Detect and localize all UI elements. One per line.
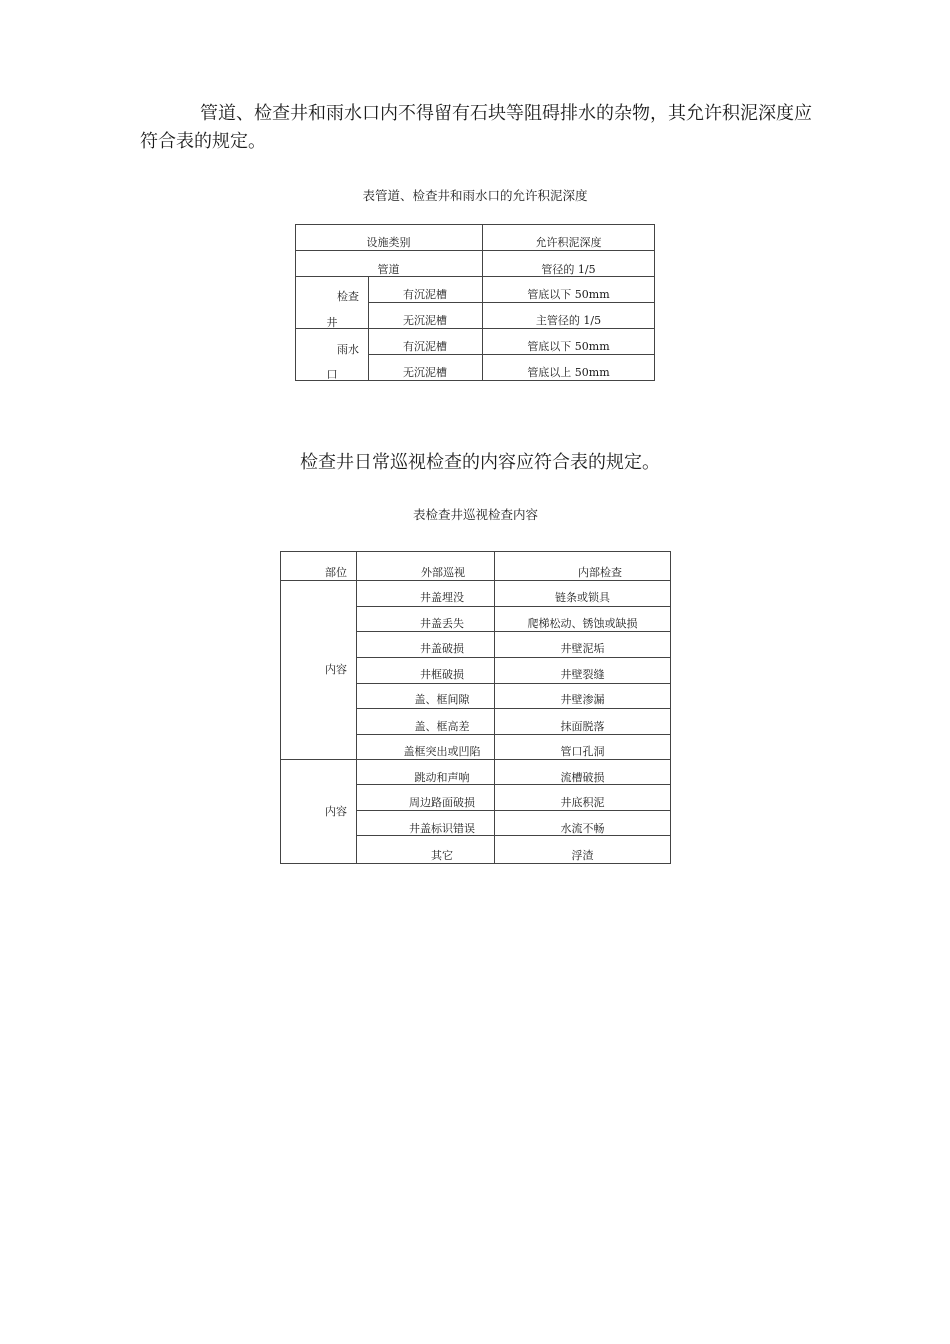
table2-cell-external: 其它 <box>431 849 453 862</box>
table2-caption: 表检查井巡视检查内容 <box>412 507 538 522</box>
table1-rule <box>368 354 655 355</box>
table1-caption: 表管道、检查井和雨水口的允许积泥深度 <box>362 188 588 203</box>
table2-rule <box>356 606 671 607</box>
table1-cell-depth: 管底以下 50mm <box>527 288 610 301</box>
table2-cell-external: 跳动和声响 <box>414 771 470 784</box>
table2-header-external: 外部巡视 <box>421 566 465 579</box>
table2-cell-external: 井盖埋没 <box>420 591 464 604</box>
table2-cell-internal: 井壁泥垢 <box>560 642 605 655</box>
table2-rule <box>280 580 671 581</box>
table2-cell-internal: 井壁裂缝 <box>560 668 605 681</box>
table2-rule <box>280 759 671 760</box>
table2-cell-internal: 抹面脱落 <box>560 720 605 733</box>
table1-cell-category: 管道 <box>377 263 400 276</box>
table1-header-depth: 允许积泥深度 <box>535 236 602 249</box>
table2-header-part: 部位 <box>325 566 347 579</box>
table2-cell-internal: 流槽破损 <box>560 771 605 784</box>
table2-cell-internal: 管口孔洞 <box>560 745 605 758</box>
table2-cell-external: 盖、框间隙 <box>414 693 470 706</box>
table2-rule <box>356 683 671 684</box>
intro-paragraph <box>140 100 820 156</box>
table1-cell-depth: 管径的 1/5 <box>541 263 596 276</box>
table1-group-label: 雨水 <box>337 343 359 356</box>
table1-rule <box>295 250 655 251</box>
table2-cell-internal: 井底积泥 <box>560 796 605 809</box>
table1-cell-depth: 管底以上 50mm <box>527 366 610 379</box>
table1-cell-sub: 有沉泥槽 <box>403 340 447 353</box>
table1-cell-sub: 无沉泥槽 <box>403 366 447 379</box>
sediment-depth-table <box>295 224 655 380</box>
table2-cell-internal: 浮渣 <box>571 849 594 862</box>
table1-group-label: 口 <box>326 368 338 381</box>
table2-cell-internal: 爬梯松动、锈蚀或缺损 <box>527 617 638 630</box>
table1-header-category: 设施类别 <box>366 236 411 249</box>
table2-rule <box>356 810 671 811</box>
table2-cell-external: 井盖标识错误 <box>409 822 475 835</box>
table1-cell-sub: 有沉泥槽 <box>403 288 447 301</box>
table2-group-label: 内容 <box>325 805 347 818</box>
table2-group-label: 内容 <box>325 663 347 676</box>
table2-header-internal: 内部检查 <box>578 566 622 579</box>
inspection-paragraph: 检查井日常巡视检查的内容应符合表的规定。 <box>300 452 660 473</box>
table1-cell-depth: 管底以下 50mm <box>527 340 610 353</box>
table2-rule <box>356 734 671 735</box>
table2-rule <box>356 631 671 632</box>
table2-cell-internal: 井壁渗漏 <box>560 693 605 706</box>
table2-cell-internal: 水流不畅 <box>560 822 605 835</box>
table2-cell-external: 井盖破损 <box>420 642 464 655</box>
table2-cell-external: 周边路面破损 <box>409 796 475 809</box>
table2-rule <box>356 708 671 709</box>
table2-cell-external: 盖框突出或凹陷 <box>403 745 481 758</box>
table1-group-label: 井 <box>326 316 338 329</box>
table2-cell-external: 盖、框高差 <box>414 720 470 733</box>
intro-paragraph-text: 管道、检查井和雨水口内不得留有石块等阻碍排水的杂物，其允许积泥深度应符合表的规定。 <box>140 103 812 152</box>
table2-cell-internal: 链条或锁具 <box>555 591 610 604</box>
table1-cell-sub: 无沉泥槽 <box>403 314 447 327</box>
table1-rule <box>368 302 655 303</box>
table1-group-label: 检查 <box>337 290 359 303</box>
table2-cell-external: 井盖丢失 <box>420 617 464 630</box>
table1-rule <box>295 328 655 329</box>
table2-rule <box>356 657 671 658</box>
table2-cell-external: 井框破损 <box>420 668 464 681</box>
inspection-content-table <box>280 551 671 863</box>
table1-cell-depth: 主管径的 1/5 <box>535 314 602 327</box>
